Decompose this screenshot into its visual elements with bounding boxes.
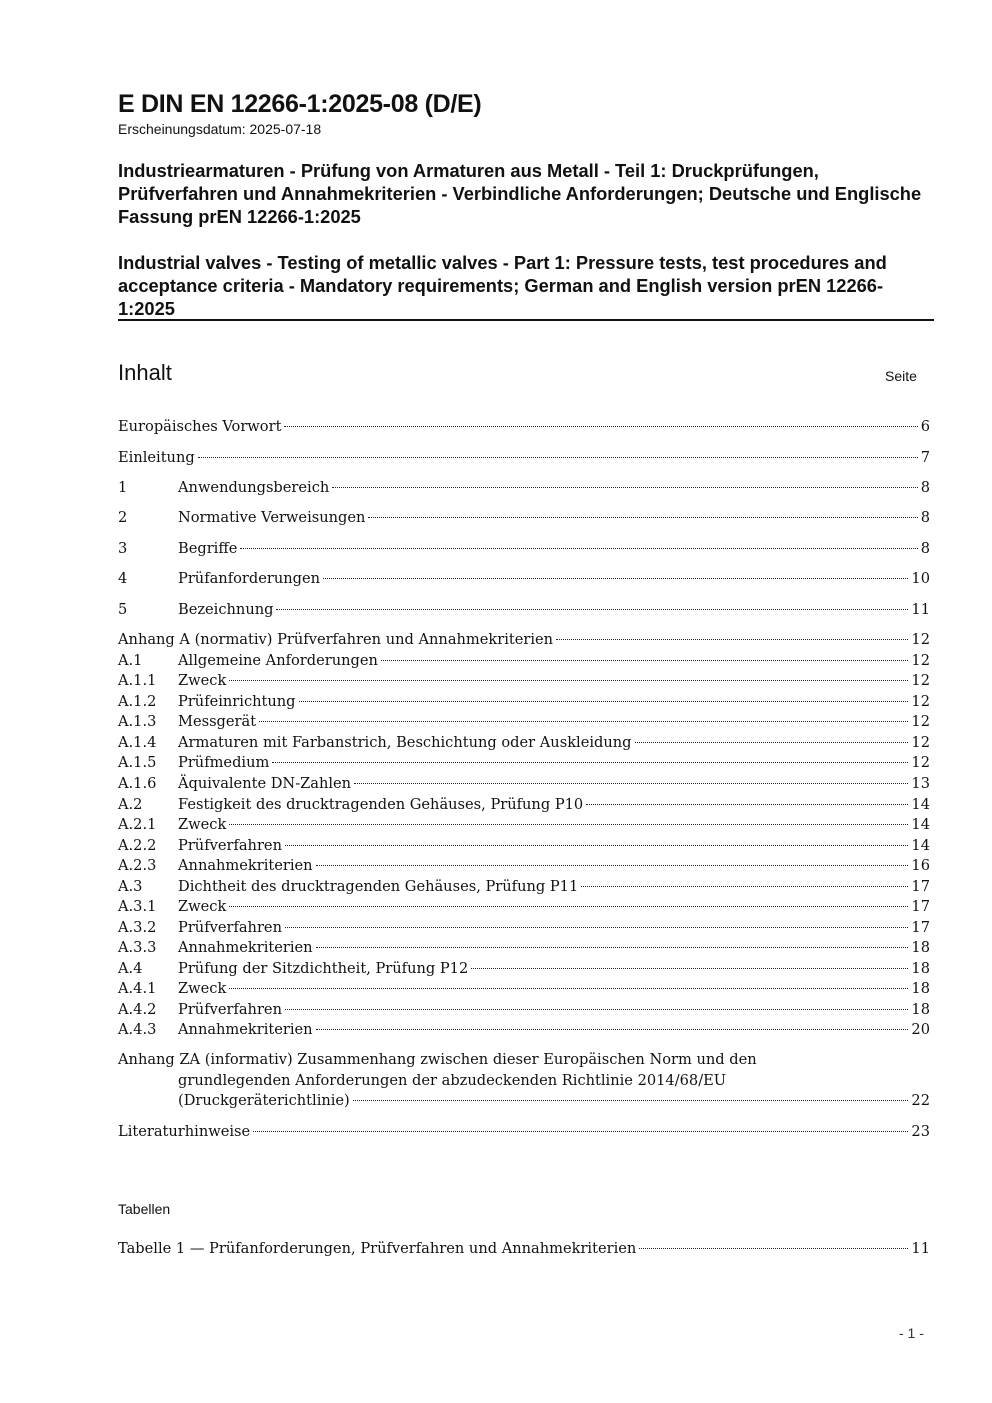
publication-date: Erscheinungsdatum: 2025-07-18 [118, 121, 322, 137]
toc-leader-dots [285, 927, 908, 928]
toc-section-number: A.4.2 [118, 1001, 157, 1018]
header-divider [118, 319, 934, 321]
toc-label: Zweck [178, 898, 227, 915]
toc-leader-dots [259, 721, 908, 722]
toc-label: Prüfverfahren [178, 919, 282, 936]
toc-section-number: A.1.4 [118, 734, 157, 751]
toc-entry[interactable] [118, 918, 930, 938]
toc-entry[interactable] [118, 795, 930, 815]
toc-leader-dots [316, 947, 909, 948]
tables-heading: Tabellen [118, 1201, 171, 1217]
toc-page-number: 6 [920, 418, 930, 435]
toc-entry[interactable] [118, 600, 930, 620]
toc-section-number: A.3.1 [118, 898, 157, 915]
toc-page-number: 18 [911, 960, 930, 977]
toc-label: Zweck [178, 980, 227, 997]
toc-section-number: A.3 [118, 878, 143, 895]
toc-section-number: A.1 [118, 652, 143, 669]
toc-section-number: A.1.3 [118, 713, 157, 730]
toc-page-number: 8 [920, 509, 930, 526]
toc-leader-dots [284, 426, 917, 427]
toc-section-number: A.1.5 [118, 754, 157, 771]
toc-page-number: 12 [911, 734, 930, 751]
document-id: E DIN EN 12266-1:2025-08 (D/E) [118, 90, 482, 118]
toc-leader-dots [332, 487, 917, 488]
toc-page-number: 17 [911, 878, 930, 895]
toc-leader-dots [368, 517, 917, 518]
toc-page-number: 18 [911, 1001, 930, 1018]
toc-label: Zweck [178, 816, 227, 833]
toc-page-number: 14 [911, 816, 930, 833]
toc-page-number: 7 [920, 449, 930, 466]
toc-page-number: 17 [911, 898, 930, 915]
toc-leader-dots [323, 578, 908, 579]
toc-entry[interactable] [118, 733, 930, 753]
toc-entry[interactable] [118, 897, 930, 917]
toc-leader-dots [272, 762, 908, 763]
toc-section-number: A.1.1 [118, 672, 157, 689]
toc-page-number: 17 [911, 919, 930, 936]
toc-leader-dots [285, 845, 908, 846]
toc-leader-dots [229, 824, 908, 825]
toc-page-number: 14 [911, 796, 930, 813]
toc-section-number: A.1.6 [118, 775, 157, 792]
toc-label: Äquivalente DN-Zahlen [178, 775, 352, 792]
toc-page-number: 12 [911, 652, 930, 669]
toc-label: Annahmekriterien [178, 857, 313, 874]
toc-leader-dots [639, 1248, 908, 1249]
toc-section-number: A.4 [118, 960, 143, 977]
toc-label: Zweck [178, 672, 227, 689]
toc-label: Begriffe [178, 540, 238, 557]
toc-leader-dots [240, 548, 917, 549]
toc-section-number: 5 [118, 601, 128, 618]
toc-label: Festigkeit des drucktragenden Gehäuses, Prüfung P10 [178, 796, 584, 813]
toc-leader-dots [586, 804, 908, 805]
toc-section-number: 3 [118, 540, 128, 557]
toc-section-number: A.3.3 [118, 939, 157, 956]
toc-label: Messgerät [178, 713, 257, 730]
toc-page-number: 8 [920, 540, 930, 557]
toc-label: Tabelle 1 — Prüfanforderungen, Prüfverfahren und Annahmekriterien [118, 1240, 637, 1257]
toc-label: Literaturhinweise [118, 1123, 251, 1140]
toc-section-number: A.2 [118, 796, 143, 813]
toc-page-number: 12 [911, 693, 930, 710]
toc-page-number: 12 [911, 631, 930, 648]
toc-entry[interactable] [118, 478, 930, 498]
toc-page-number: 16 [911, 857, 930, 874]
toc-leader-dots [581, 886, 908, 887]
toc-section-number: 4 [118, 570, 128, 587]
toc-page-number: 13 [911, 775, 930, 792]
toc-label: Prüfanforderungen [178, 570, 320, 587]
toc-label: (Druckgeräterichtlinie) [178, 1092, 350, 1109]
toc-page-number: 23 [911, 1123, 930, 1140]
toc-entry[interactable] [118, 1020, 930, 1040]
toc-leader-dots [353, 1100, 909, 1101]
toc-label: Prüfeinrichtung [178, 693, 296, 710]
title-english: Industrial valves - Testing of metallic valves - Part 1: Pressure tests, test procedures and acceptance criteria - Mandatory requirements; German and English version prEN 12266-1:2025 [118, 252, 887, 319]
toc-label: Europäisches Vorwort [118, 418, 282, 435]
toc-entry[interactable] [118, 815, 930, 835]
toc-leader-dots [316, 1029, 909, 1030]
toc-section-number: A.3.2 [118, 919, 157, 936]
toc-entry[interactable] [118, 712, 930, 732]
toc-leader-dots [316, 865, 909, 866]
toc-leader-dots [635, 742, 909, 743]
toc-section-number: 1 [118, 479, 128, 496]
toc-entry[interactable] [118, 979, 930, 999]
toc-entry[interactable] [118, 959, 930, 979]
toc-label: Prüfung der Sitzdichtheit, Prüfung P12 [178, 960, 469, 977]
toc-entry[interactable] [118, 938, 930, 958]
toc-page-number: 10 [911, 570, 930, 587]
toc-section-number: A.4.1 [118, 980, 157, 997]
toc-leader-dots [229, 988, 908, 989]
toc-label: grundlegenden Anforderungen der abzudeckenden Richtlinie 2014/68/EU [178, 1071, 727, 1089]
toc-entry[interactable] [118, 1000, 930, 1020]
toc-page-number: 22 [911, 1092, 930, 1109]
toc-entry[interactable] [118, 753, 930, 773]
toc-page-number: 18 [911, 939, 930, 956]
toc-page-number: 14 [911, 837, 930, 854]
page-number-footer: - 1 - [899, 1325, 924, 1341]
toc-label: Allgemeine Anforderungen [178, 652, 378, 669]
toc-label: Annahmekriterien [178, 1021, 313, 1038]
toc-label: Anhang ZA (informativ) Zusammenhang zwischen dieser Europäischen Norm und den [118, 1051, 757, 1068]
toc-page-number: 11 [911, 601, 930, 618]
toc-leader-dots [285, 1009, 908, 1010]
title-german: Industriearmaturen - Prüfung von Armaturen aus Metall - Teil 1: Druckprüfungen, Prüfverfahren und Annahmekriterien - Verbindliche Anforderungen; Deutsche und Englische Fassung prEN 12266-1:2025 [118, 160, 922, 227]
toc-entry[interactable] [118, 448, 930, 468]
toc-label: Anwendungsbereich [178, 479, 330, 496]
toc-section-number: A.4.3 [118, 1021, 157, 1038]
toc-entry[interactable] [118, 569, 930, 589]
toc-entry[interactable] [118, 630, 930, 650]
toc-label: Prüfverfahren [178, 837, 282, 854]
toc-label: Bezeichnung [178, 601, 274, 618]
toc-entry[interactable] [118, 877, 930, 897]
toc-label: Anhang A (normativ) Prüfverfahren und Annahmekriterien [118, 631, 554, 648]
toc-page-number: 11 [911, 1240, 930, 1257]
toc-entry-bibliography[interactable] [118, 1122, 930, 1142]
toc-entry[interactable] [118, 774, 930, 794]
toc-page-number: 12 [911, 754, 930, 771]
toc-leader-dots [229, 680, 908, 681]
toc-entry[interactable] [118, 508, 930, 528]
toc-entry[interactable] [118, 856, 930, 876]
toc-entry[interactable] [118, 671, 930, 691]
toc-label: Armaturen mit Farbanstrich, Beschichtung oder Auskleidung [178, 734, 632, 751]
toc-page-number: 12 [911, 672, 930, 689]
toc-leader-dots [354, 783, 908, 784]
toc-label: Normative Verweisungen [178, 509, 366, 526]
toc-label: Einleitung [118, 449, 195, 466]
toc-leader-dots [253, 1131, 908, 1132]
toc-entry[interactable] [118, 417, 930, 437]
toc-section-number: 2 [118, 509, 128, 526]
toc-entry[interactable] [118, 651, 930, 671]
toc-entry[interactable] [118, 836, 930, 856]
toc-page-number: 12 [911, 713, 930, 730]
toc-label: Prüfverfahren [178, 1001, 282, 1018]
toc-leader-dots [198, 457, 918, 458]
toc-leader-dots [299, 701, 909, 702]
toc-heading: Inhalt [118, 360, 172, 385]
toc-entry[interactable] [118, 692, 930, 712]
toc-page-number: 18 [911, 980, 930, 997]
toc-section-number: A.2.3 [118, 857, 157, 874]
toc-entry-annex-za[interactable] [118, 1050, 930, 1111]
toc-label: Dichtheit des drucktragenden Gehäuses, Prüfung P11 [178, 878, 579, 895]
toc-entry-table-1[interactable] [118, 1239, 930, 1259]
toc-label: Annahmekriterien [178, 939, 313, 956]
toc-label: Prüfmedium [178, 754, 270, 771]
toc-section-number: A.1.2 [118, 693, 157, 710]
toc-leader-dots [276, 609, 908, 610]
toc-entry[interactable] [118, 539, 930, 559]
toc-leader-dots [471, 968, 908, 969]
toc-leader-dots [381, 660, 909, 661]
toc-leader-dots [229, 906, 908, 907]
toc-section-number: A.2.2 [118, 837, 157, 854]
toc-page-number: 8 [920, 479, 930, 496]
toc-page-number: 20 [911, 1021, 930, 1038]
toc-page-column-label: Seite [885, 368, 917, 384]
toc-leader-dots [556, 639, 908, 640]
toc-section-number: A.2.1 [118, 816, 157, 833]
